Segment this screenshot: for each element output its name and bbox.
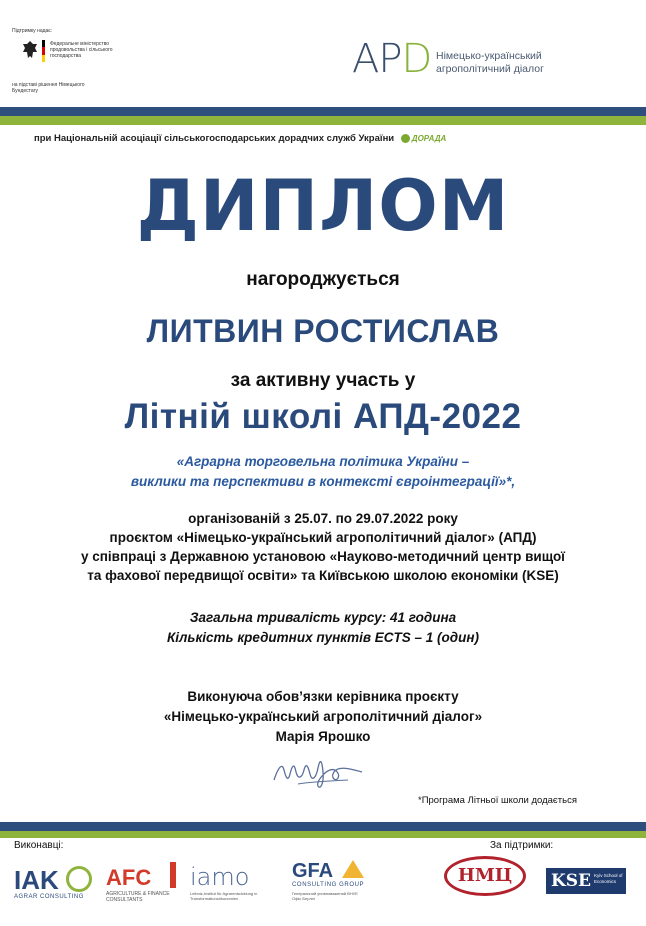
gfa-name: GFA [292, 860, 334, 882]
iak-sub: AGRAR CONSULTING [14, 894, 84, 900]
signer-block [0, 687, 646, 747]
iamo-name: iamo [190, 863, 250, 891]
afc-sub-line2: CONSULTANTS [106, 897, 143, 903]
triangle-icon [342, 860, 364, 878]
apd-name-line2: агрополітичний діалог [436, 63, 544, 75]
awarded-text: нагороджується [246, 269, 400, 290]
apd-letter-a: A [352, 36, 379, 82]
apd-letter-d: D [401, 36, 432, 82]
gfa-sub: CONSULTING GROUP [292, 882, 365, 888]
implementers-label: Виконавці: [14, 840, 64, 851]
iamo-sub: Leibniz-Institut für Agrarentwicklung in Transformationsökonomien [190, 891, 258, 901]
organizers-block [0, 509, 646, 585]
kse-sub: Kyiv School of Economics [594, 873, 623, 884]
dorada-mark-icon [401, 134, 410, 143]
apd-logo [352, 36, 592, 82]
school-name: Літній школі АПД-2022 [124, 397, 522, 436]
organized-line-4: та фахової передвищої освіти» та Київською школою економіки (KSE) [87, 568, 559, 583]
nmc-logo [444, 856, 526, 896]
kse-logo [546, 868, 626, 894]
ministry-name: Федеральне міністерство продовольства і сільського господарства [50, 41, 113, 59]
organized-line-1: організованій з 25.07. по 29.07.2022 року [188, 511, 458, 526]
iamo-logo [190, 864, 268, 904]
signer-name: Марія Ярошко [275, 729, 371, 744]
gfa-sub2-line1: Генеральний уповноважений ВНУЕ [292, 891, 358, 896]
afc-logo [106, 860, 182, 904]
apd-letter-p: P [378, 36, 402, 82]
support-label-footer: За підтримки: [490, 840, 554, 851]
apd-name-line1: Німецько-український [436, 50, 542, 62]
kse-name: KSE [551, 871, 592, 891]
association-line [34, 133, 446, 144]
apd-letters [352, 36, 431, 82]
top-band-blue [0, 107, 646, 116]
recipient-name: ЛИТВИН РОСТИСЛАВ [146, 313, 500, 349]
support-label: Підтримку надає: [12, 28, 53, 34]
gfa-logo [292, 858, 378, 904]
top-band-green [0, 116, 646, 125]
course-info [0, 608, 646, 648]
signer-title: Виконуюча обов’язки керівника проєкту [187, 689, 459, 704]
organized-line-3: у співпраці з Державною установою «Науково-методичний центр вищої [81, 549, 565, 564]
diploma-title: ДИПЛОМ [136, 165, 510, 247]
afc-name: AFC [106, 865, 152, 890]
association-text: при Національній асоціації сільськогосподарських дорадчих служб України [34, 133, 395, 144]
footnote: *Програма Літньої школи додається [418, 795, 577, 806]
ects-credits: Кількість кредитних пунктів ECTS – 1 (один) [166, 630, 480, 645]
eagle-icon [22, 40, 38, 60]
ministry-logo [12, 28, 132, 98]
signature-icon [268, 748, 368, 794]
signer-project: «Німецько-український агрополітичний діалог» [163, 709, 483, 724]
gfa-sub2 [292, 891, 358, 901]
dorada-text: ДОРАДА [411, 133, 447, 143]
dorada-logo [401, 134, 446, 143]
school-topic [0, 452, 646, 492]
organized-line-2: проєктом «Німецько-український агрополітичний діалог» (АПД) [109, 530, 537, 545]
german-flag-icon [42, 40, 45, 62]
bottom-band-blue [0, 822, 646, 831]
iak-name: IAK [14, 865, 59, 895]
globe-icon [66, 866, 92, 892]
afc-sub [106, 891, 170, 903]
bottom-band-green [0, 831, 646, 838]
iak-logo [14, 862, 98, 904]
afc-sub-line1: AGRICULTURE & FINANCE [106, 891, 170, 897]
topic-line-1: «Аграрна торговельна політика України – [176, 454, 470, 469]
apd-name [436, 50, 544, 76]
participation-text: за активну участь у [230, 370, 416, 391]
course-duration: Загальна тривалість курсу: 41 година [189, 610, 457, 625]
gfa-sub2-line2: Офіс Берлін [292, 896, 315, 901]
afc-bar-icon [170, 862, 176, 888]
topic-line-2: виклики та перспективи в контексті євроінтеграції»*, [130, 474, 516, 489]
decision-text: на підставі рішення Німецького Бундестагу [12, 82, 85, 94]
nmc-name: НМЦ [457, 865, 513, 886]
